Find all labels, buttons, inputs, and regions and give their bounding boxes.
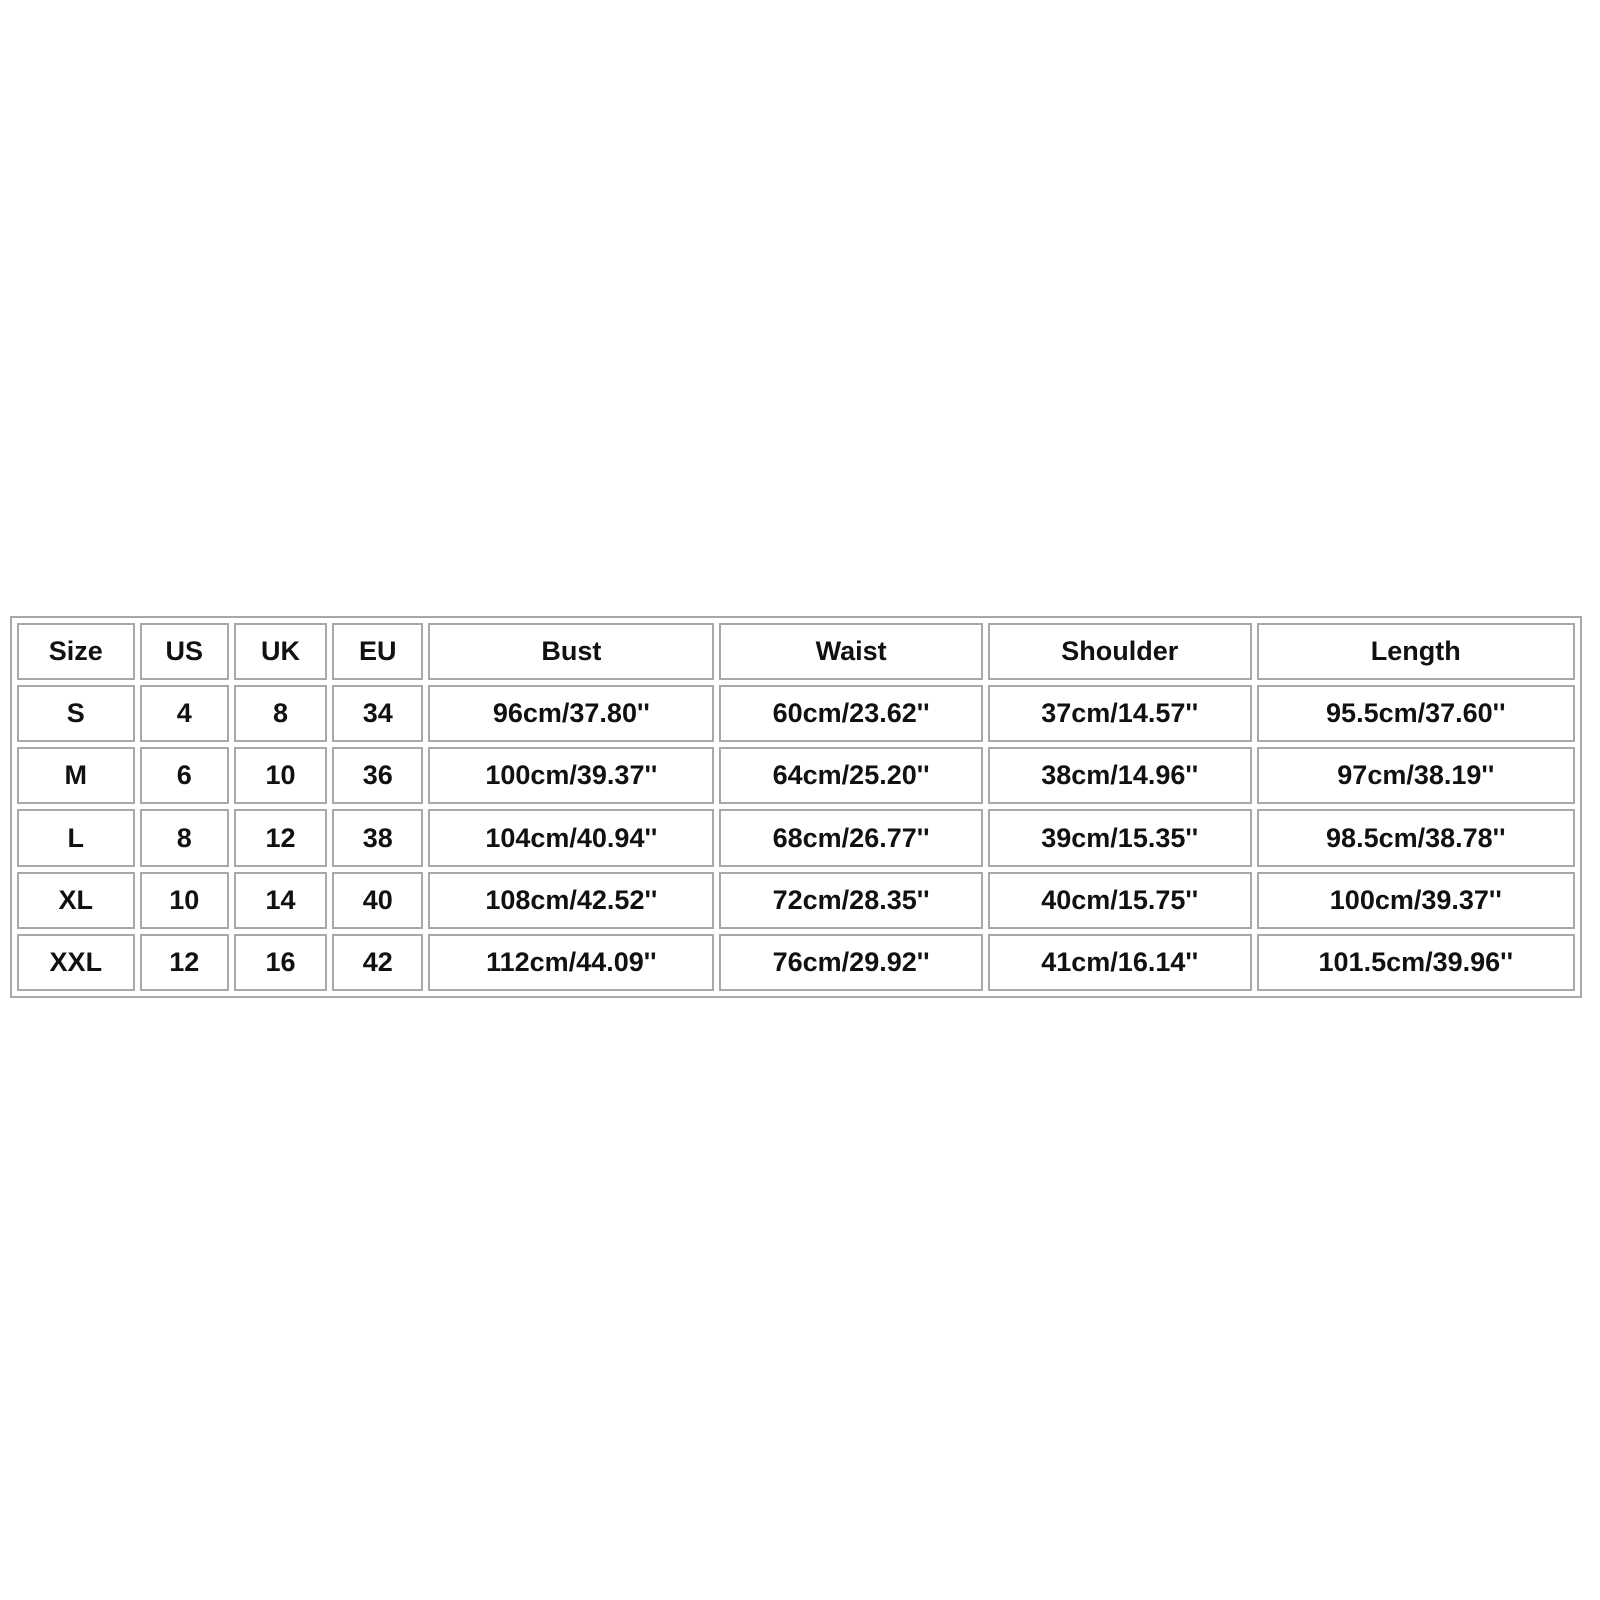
table-row <box>17 809 1575 866</box>
cell-bust: 100cm/39.37'' <box>428 747 714 804</box>
cell-eu: 40 <box>332 872 423 929</box>
cell-length: 98.5cm/38.78'' <box>1257 809 1575 866</box>
cell-shoulder: 37cm/14.57'' <box>988 685 1252 742</box>
header-uk: UK <box>234 623 327 680</box>
cell-waist: 60cm/23.62'' <box>719 685 983 742</box>
cell-uk: 12 <box>234 809 327 866</box>
cell-bust: 96cm/37.80'' <box>428 685 714 742</box>
header-eu: EU <box>332 623 423 680</box>
cell-us: 4 <box>140 685 229 742</box>
size-chart <box>10 616 1582 998</box>
cell-shoulder: 39cm/15.35'' <box>988 809 1252 866</box>
cell-us: 12 <box>140 934 229 991</box>
cell-eu: 36 <box>332 747 423 804</box>
cell-us: 6 <box>140 747 229 804</box>
cell-length: 97cm/38.19'' <box>1257 747 1575 804</box>
header-size: Size <box>17 623 135 680</box>
cell-waist: 72cm/28.35'' <box>719 872 983 929</box>
cell-length: 95.5cm/37.60'' <box>1257 685 1575 742</box>
table-row <box>17 934 1575 991</box>
cell-shoulder: 40cm/15.75'' <box>988 872 1252 929</box>
table-row <box>17 872 1575 929</box>
header-us: US <box>140 623 229 680</box>
cell-size: M <box>17 747 135 804</box>
cell-eu: 34 <box>332 685 423 742</box>
cell-waist: 64cm/25.20'' <box>719 747 983 804</box>
cell-eu: 42 <box>332 934 423 991</box>
header-waist: Waist <box>719 623 983 680</box>
cell-eu: 38 <box>332 809 423 866</box>
size-chart-table <box>12 618 1580 996</box>
header-shoulder: Shoulder <box>988 623 1252 680</box>
cell-size: XXL <box>17 934 135 991</box>
cell-us: 8 <box>140 809 229 866</box>
cell-waist: 76cm/29.92'' <box>719 934 983 991</box>
cell-shoulder: 41cm/16.14'' <box>988 934 1252 991</box>
header-row <box>17 623 1575 680</box>
header-length: Length <box>1257 623 1575 680</box>
cell-uk: 10 <box>234 747 327 804</box>
cell-waist: 68cm/26.77'' <box>719 809 983 866</box>
cell-uk: 14 <box>234 872 327 929</box>
cell-uk: 16 <box>234 934 327 991</box>
cell-length: 100cm/39.37'' <box>1257 872 1575 929</box>
cell-bust: 108cm/42.52'' <box>428 872 714 929</box>
cell-uk: 8 <box>234 685 327 742</box>
cell-bust: 112cm/44.09'' <box>428 934 714 991</box>
table-row <box>17 747 1575 804</box>
header-bust: Bust <box>428 623 714 680</box>
cell-size: L <box>17 809 135 866</box>
cell-length: 101.5cm/39.96'' <box>1257 934 1575 991</box>
cell-bust: 104cm/40.94'' <box>428 809 714 866</box>
cell-size: S <box>17 685 135 742</box>
cell-size: XL <box>17 872 135 929</box>
cell-us: 10 <box>140 872 229 929</box>
cell-shoulder: 38cm/14.96'' <box>988 747 1252 804</box>
table-row <box>17 685 1575 742</box>
